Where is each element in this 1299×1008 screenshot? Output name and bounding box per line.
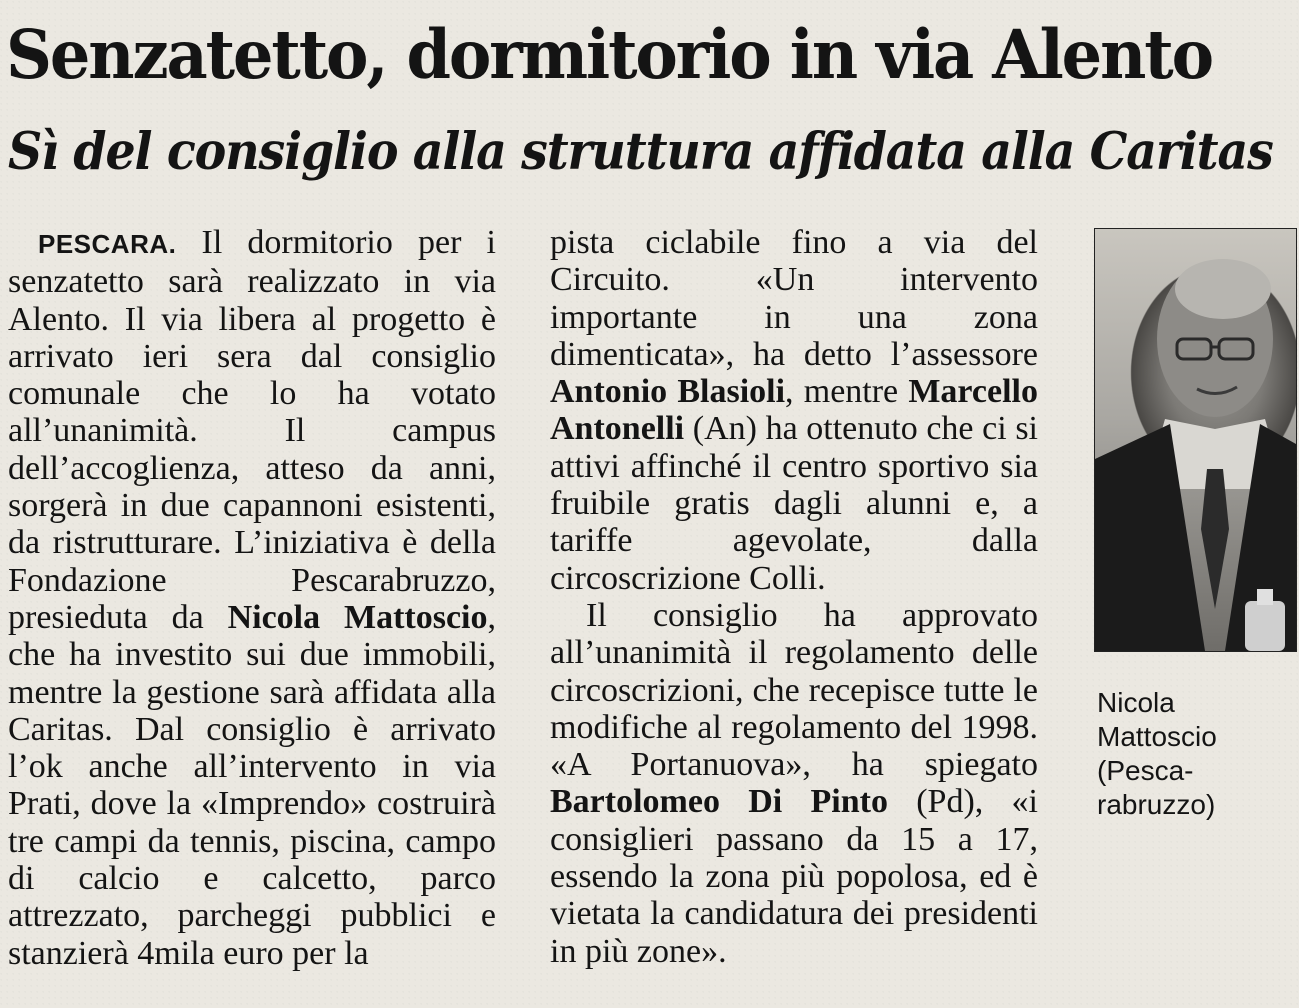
person-name: Antonio Blasioli <box>550 373 786 411</box>
text-run: Il consiglio ha approvato all’unanimità il regolamento delle circoscrizioni, che recepisce tutte le modifiche al regolamento del 1998. «A Portanuova», ha spiegato <box>550 596 1038 784</box>
paragraph <box>8 224 496 972</box>
dateline: PESCARA. <box>38 229 177 259</box>
person-name: Marcello Antonelli <box>550 373 1038 448</box>
portrait-hair <box>1175 259 1271 319</box>
text-run: Il dormitorio per i senzatetto sarà realizzato in via Alento. Il via libera al progetto è arrivato ieri sera dal consiglio comunale che lo ha votato all’unanimità. Il campus dell’accoglienza, atteso da anni, sorgerà in due capannoni esistenti, da ristrutturare. L’iniziativa è della Fondazione Pescarabruzzo, presieduta da <box>8 224 496 636</box>
caption-line: rabruzzo) <box>1097 789 1216 820</box>
article-column-1 <box>8 224 496 972</box>
photo-caption <box>1097 686 1297 822</box>
text-run: pista ciclabile fino a via del Circuito. «Un intervento importante in una zona dimenticata», ha detto l’assessore <box>550 224 1038 373</box>
person-name: Bartolomeo Di Pinto <box>550 783 888 821</box>
text-run: , che ha investito sui due immobili, mentre la gestione sarà affidata alla Caritas. Dal consiglio è arrivato l’ok anche all’intervento in via Prati, dove la «Imprendo» costruirà tre campi da tennis, piscina, campo di calcio e calcetto, parco attrezzato, parcheggi pubblici e stanzierà 4mila euro per la <box>8 598 496 972</box>
bottle <box>1245 601 1285 651</box>
headline: Senzatetto, dormitorio in via Alento <box>6 15 1212 94</box>
subheadline: Sì del consiglio alla struttura affidata alla Caritas <box>8 122 1273 182</box>
paragraph <box>550 224 1038 597</box>
portrait-tie <box>1201 469 1229 609</box>
article-column-2 <box>550 224 1038 970</box>
text-run: (An) ha ottenuto che ci si attivi affinché il centro sportivo sia fruibile gratis dagli alunni e, a tariffe agevolate, dalla circoscrizione Colli. <box>550 410 1038 597</box>
paragraph <box>550 597 1038 970</box>
caption-line: Nicola <box>1097 687 1175 718</box>
caption-line: Mattoscio <box>1097 721 1217 752</box>
portrait-photo <box>1094 228 1297 652</box>
caption-line: (Pesca- <box>1097 755 1194 786</box>
portrait-illustration <box>1095 229 1296 651</box>
text-run: (Pd), «i consiglieri passano da 15 a 17, essendo la zona più popolosa, ed è vietata la candidatura dei presidenti in più zone». <box>550 783 1038 970</box>
text-run: , mentre <box>785 373 909 411</box>
person-name: Nicola Mattoscio <box>227 598 488 636</box>
